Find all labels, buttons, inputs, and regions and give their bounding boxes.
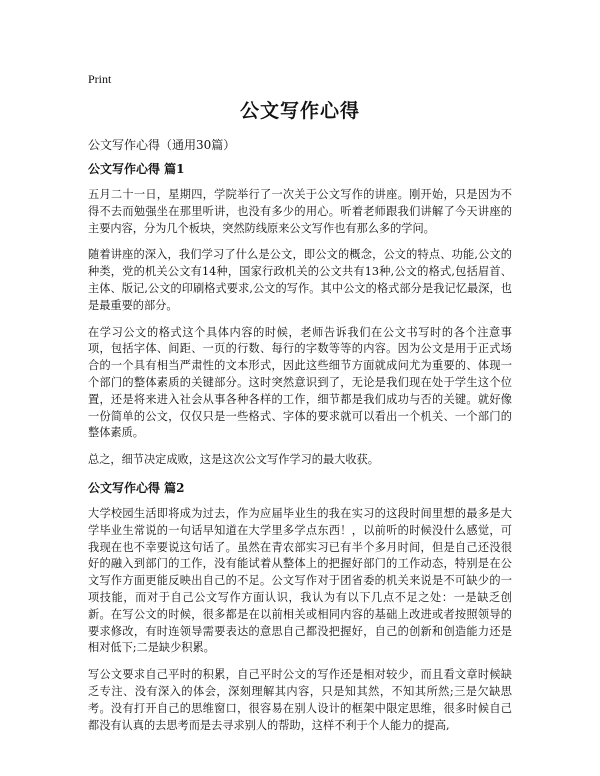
section-title: 公文写作心得 篇1 — [88, 162, 185, 176]
paragraph: 在学习公文的格式这个具体内容的时候，老师告诉我们在公文书写时的各个注意事项，包括字体、间距、一页的行数、每行的字数等等的内容。因为公文是用于正式场合的一个具有相当严肃性的文本形式，因此这些细节方面就成问尤为重要的、体现一个部门的整体素质的关键部分。这时突然意识到了，无论是我们现在处于学生这个位置，还是将来进入社会从事各种各样的工作，细节都是我们成功与否的关键。就好像一份简单的公文，仅仅只是一些格式、字体的要求就可以看出一个机关、一个部门的整体素质。 — [88, 325, 512, 440]
paragraph: 随着讲座的深入，我们学习了什么是公文，即公文的概念，公文的特点、功能,公文的种类，党的机关公文有14种，国家行政机关的公文共有13种,公文的格式,包括眉首、主体、版记,公文的印刷格式要求,公文的写作。其中公文的格式部分是我记忆最深，也是最重要的部分。 — [88, 248, 512, 312]
document-subtitle: 公文写作心得（通用30篇） — [88, 138, 236, 152]
paragraph: 大学校园生活即将成为过去，作为应届毕业生的我在实习的这段时间里想的最多是大学毕业生常说的一句话早知道在大学里多学点东西！，以前听的时候没什么感觉，可我现在也不幸要说这句话了。虽然在青农部实习已有半个多月时间，但是自己还没很好的融入到部门的工作，没有能试着从整体上的把握好部门的工作动态，特别是在公文写作方面更能反映出自己的不足。公文写作对于团省委的机关来说是不可缺少的一项技能，而对于自己公文写作方面认识，我认为有以下几点不足之处：一是缺乏创新。在写公文的时候，很多都是在以前相关或相同内容的基础上改进或者按照领导的要求修改，有时连领导需要表达的意思自己都没把握好，自己的创新和创造能力还是相对低下;二是缺少积累。 — [88, 506, 512, 655]
document-body — [88, 160, 512, 744]
section-2 — [88, 479, 512, 734]
document-title: 公文写作心得 — [239, 100, 360, 122]
paragraph: 五月二十一日，星期四，学院举行了一次关于公文写作的讲座。刚开始，只是因为不得不去而勉强坐在那里听讲，也没有多少的用心。听着老师跟我们讲解了今天讲座的主要内容，分为几个板块，突然防线原来公文写作也有那么多的学问。 — [88, 188, 512, 235]
section-title: 公文写作心得 篇2 — [88, 480, 185, 495]
print-label: Print — [88, 72, 112, 86]
section-1 — [88, 160, 512, 469]
paragraph: 总之，细节决定成败，这是这次公文写作学习的最大收获。 — [88, 453, 379, 467]
paragraph: 写公文要求自己平时的积累，自己平时公文的写作还是相对较少，而且看文章时候缺乏专注、没有深入的体会，深刻理解其内容，只是知其然，不知其所然;三是欠缺思考。没有打开自己的思维窗口，很容易在别人设计的框架中限定思维，很多时候自己都没有认真的去思考而是去寻求别人的帮助，这样不利于个人能力的提高, — [88, 668, 512, 732]
